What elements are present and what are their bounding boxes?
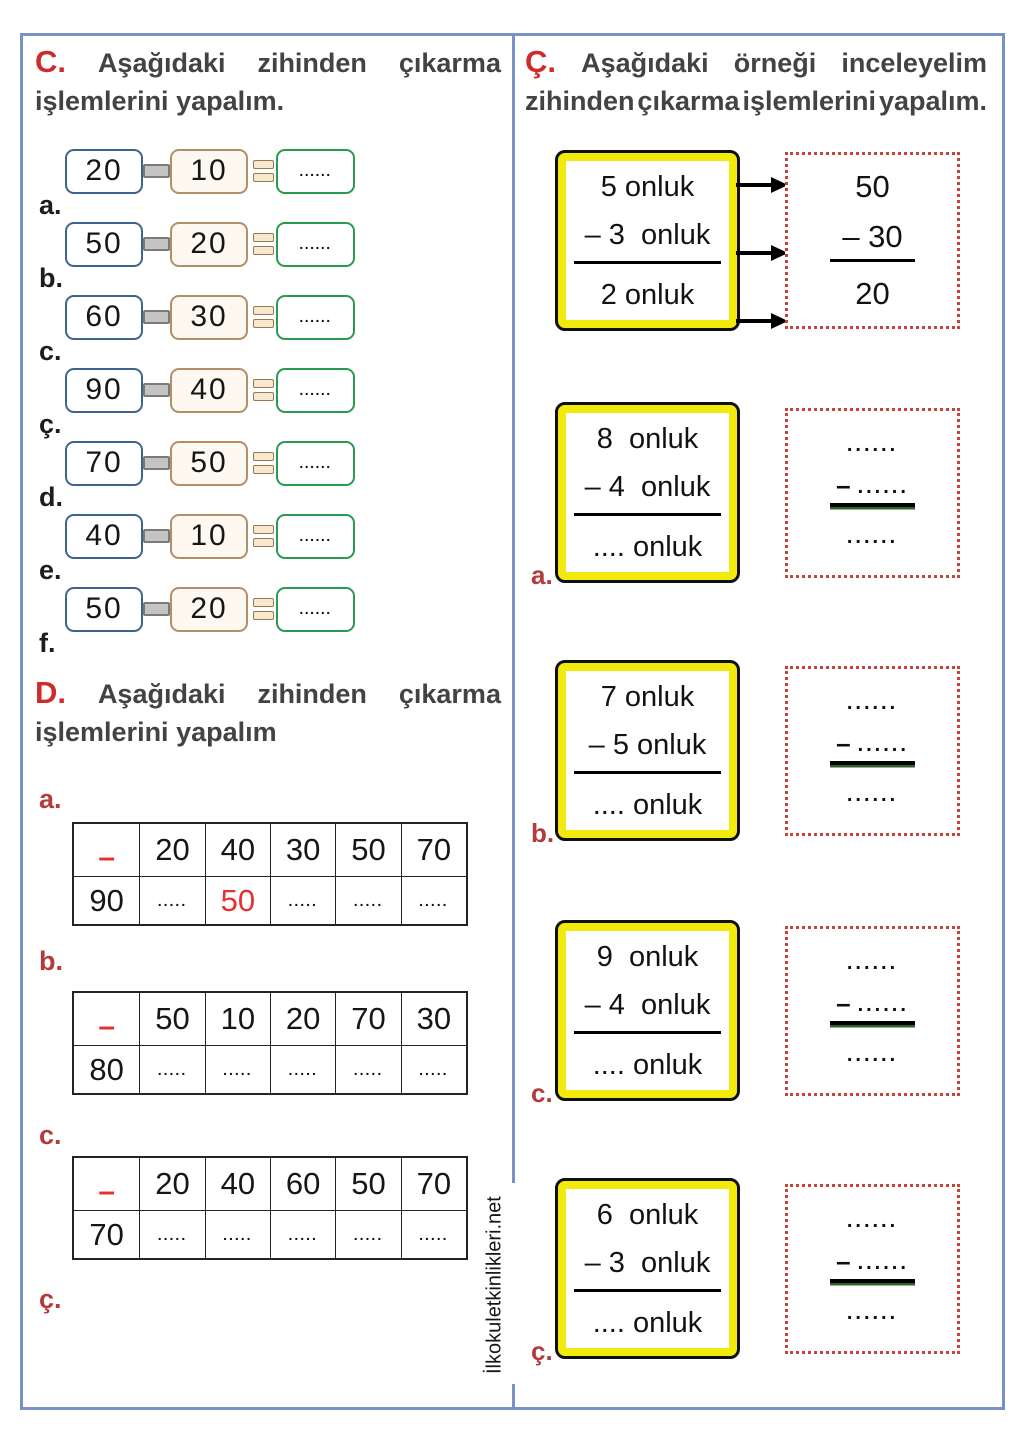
answer-cell: ..... (270, 1210, 335, 1258)
row-label-cc: ç. (39, 409, 62, 439)
minuend-value: 60 (85, 300, 123, 333)
answer-cell: ..... (335, 1045, 400, 1093)
subtraction-row-cc (65, 367, 355, 413)
problem-box-a (555, 402, 740, 583)
row-label-d: d. (39, 482, 63, 512)
answer-box (276, 441, 355, 486)
problem-line2: – 3 onluk (574, 1247, 721, 1292)
equals-connector (253, 525, 274, 547)
header-cell: 50 (335, 824, 400, 876)
title-word: zihinden (525, 86, 635, 116)
title-word: çıkarma (637, 86, 740, 116)
subtrahend-value: 10 (190, 519, 228, 552)
example-line3: 2 onluk (600, 279, 695, 311)
answer-box-a (785, 408, 960, 578)
item-label-b: b. (531, 818, 555, 848)
operator-cell (74, 824, 139, 876)
title-word: çıkarma (398, 679, 501, 709)
title-word: Aşağıdaki (97, 48, 226, 78)
answer-cell: ..... (270, 876, 335, 924)
answer-blank: ...... (299, 236, 332, 252)
answer-cell: ..... (335, 876, 400, 924)
answer-cell: ..... (205, 1045, 270, 1093)
minus-connector (143, 164, 170, 178)
row-label-e: e. (39, 555, 62, 585)
answer-box (276, 222, 355, 267)
answer-box (276, 587, 355, 632)
example-answer2: – 30 (830, 219, 914, 262)
section-q-letter: Ç. (525, 44, 556, 79)
minuend-cell: 80 (74, 1045, 139, 1093)
minuend-box (65, 514, 143, 559)
answer-blank: ...... (299, 309, 332, 325)
answer-box (276, 149, 355, 194)
problem-line1: 9 onluk (596, 941, 699, 973)
problem-line3: .... onluk (592, 1307, 703, 1339)
watermark-text: İlkokuletkinlikleri.net (483, 1196, 506, 1374)
minus-sign: – (98, 1174, 115, 1208)
minuend-cell: 70 (74, 1210, 139, 1258)
title-word: örneği (733, 48, 817, 78)
problem-line3: .... onluk (592, 789, 703, 821)
example-answer1: 50 (855, 169, 890, 204)
minuend-value: 50 (85, 227, 123, 260)
header-cell: 20 (139, 824, 204, 876)
problem-box-b (555, 660, 740, 841)
subtraction-row-d (65, 440, 355, 486)
page-border (20, 33, 1005, 1410)
minuend-value: 40 (85, 519, 123, 552)
table-label-a: a. (39, 784, 62, 814)
arrow-icon (736, 312, 788, 330)
minus-connector (143, 310, 170, 324)
answer-blank: ...... (299, 455, 332, 471)
answer-blank: ...... (857, 733, 909, 756)
subtrahend-box (170, 368, 248, 413)
minus-connector (143, 383, 170, 397)
answer-cell: ..... (139, 1045, 204, 1093)
minuend-box (65, 222, 143, 267)
minuend-value: 50 (85, 592, 123, 625)
minuend-cell: 90 (74, 876, 139, 924)
minuend-box (65, 587, 143, 632)
example-line1: 5 onluk (600, 171, 695, 203)
header-cell: 20 (139, 1158, 204, 1210)
answer-blank: ...... (846, 1301, 899, 1324)
answer-box-cc (785, 1184, 960, 1354)
arrow-icon (736, 176, 788, 194)
answer-box (276, 514, 355, 559)
subtraction-row-e (65, 513, 355, 559)
answer-cell: ..... (205, 1210, 270, 1258)
minuend-box (65, 368, 143, 413)
answer-middle-row (830, 469, 915, 508)
header-cell: 30 (270, 824, 335, 876)
header-cell: 70 (401, 1158, 466, 1210)
answer-blank: ...... (846, 1043, 899, 1066)
title-line2: işlemlerini yapalım (35, 717, 277, 747)
example-line2: – 3 onluk (574, 219, 721, 264)
subtrahend-box (170, 441, 248, 486)
answer-blank: ...... (857, 475, 909, 498)
minus-sign: – (836, 727, 851, 758)
answer-blank: ...... (846, 783, 899, 806)
subtrahend-value: 10 (190, 154, 228, 187)
equals-connector (253, 598, 274, 620)
answer-cell: ..... (401, 1045, 466, 1093)
table-label-c: c. (39, 1120, 62, 1150)
minus-sign: – (836, 1245, 851, 1276)
example-box (555, 150, 740, 331)
answer-cell: ..... (401, 1210, 466, 1258)
subtraction-table-b (72, 991, 468, 1095)
header-cell: 10 (205, 993, 270, 1045)
row-label-b: b. (39, 263, 63, 293)
section-q-title (525, 44, 987, 117)
header-cell: 50 (139, 993, 204, 1045)
subtrahend-value: 40 (190, 373, 228, 406)
answer-cell: ..... (401, 876, 466, 924)
minus-connector (143, 237, 170, 251)
minus-sign: – (836, 469, 851, 500)
answer-middle-row (830, 727, 915, 766)
problem-line1: 6 onluk (596, 1199, 699, 1231)
arrow-icon (736, 244, 788, 262)
example-answer3: 20 (855, 276, 890, 311)
answer-blank: ...... (846, 1210, 899, 1232)
header-cell: 70 (335, 993, 400, 1045)
minus-connector (143, 602, 170, 616)
subtraction-table-a (72, 822, 468, 926)
minuend-box (65, 295, 143, 340)
minus-sign: – (836, 987, 851, 1018)
row-label-a: a. (39, 190, 62, 220)
title-word: zihinden (257, 679, 367, 709)
header-cell: 20 (270, 993, 335, 1045)
answer-cell: ..... (139, 1210, 204, 1258)
subtrahend-box (170, 295, 248, 340)
title-word: Aşağıdaki (581, 48, 709, 78)
header-cell: 70 (401, 824, 466, 876)
example-answer-box (785, 152, 960, 329)
subtraction-row-a (65, 148, 355, 194)
header-cell: 30 (401, 993, 466, 1045)
title-word: çıkarma (398, 48, 501, 78)
minuend-value: 70 (85, 446, 123, 479)
title-line2: işlemlerini yapalım. (35, 86, 285, 116)
header-cell: 50 (335, 1158, 400, 1210)
subtraction-row-b (65, 221, 355, 267)
answer-blank: ...... (857, 1251, 909, 1274)
subtrahend-box (170, 149, 248, 194)
header-cell: 40 (205, 1158, 270, 1210)
minus-sign: – (98, 1009, 115, 1043)
operator-cell (74, 993, 139, 1045)
answer-box (276, 368, 355, 413)
minus-connector (143, 529, 170, 543)
section-d-letter: D. (35, 675, 66, 710)
answer-cell: ..... (270, 1045, 335, 1093)
answer-blank: ...... (846, 692, 899, 714)
item-label-c: c. (531, 1078, 553, 1108)
subtrahend-box (170, 514, 248, 559)
item-label-a: a. (531, 560, 553, 590)
subtraction-row-f (65, 586, 355, 632)
title-word: Aşağıdaki (97, 679, 226, 709)
subtraction-table-c (72, 1156, 468, 1260)
equals-connector (253, 452, 274, 474)
answer-box-b (785, 666, 960, 836)
answer-blank: ...... (846, 952, 899, 974)
equals-connector (253, 306, 274, 328)
equals-connector (253, 160, 274, 182)
problem-line2: – 4 onluk (574, 471, 721, 516)
problem-line1: 7 onluk (600, 681, 695, 713)
answer-cell: ..... (335, 1210, 400, 1258)
answer-box-c (785, 926, 960, 1096)
answer-blank: ...... (299, 601, 332, 617)
answer-blank: ...... (857, 993, 909, 1016)
minuend-value: 90 (85, 373, 123, 406)
answer-middle-row (830, 1245, 915, 1284)
problem-line1: 8 onluk (596, 423, 699, 455)
subtrahend-value: 50 (190, 446, 228, 479)
problem-line3: .... onluk (592, 531, 703, 563)
header-cell: 40 (205, 824, 270, 876)
problem-box-c (555, 920, 740, 1101)
subtrahend-box (170, 587, 248, 632)
problem-line3: .... onluk (592, 1049, 703, 1081)
answer-middle-row (830, 987, 915, 1026)
row-label-c: c. (39, 336, 62, 366)
subtrahend-value: 20 (190, 592, 228, 625)
answer-cell-filled: 50 (205, 876, 270, 924)
operator-cell (74, 1158, 139, 1210)
answer-blank: ...... (299, 163, 332, 179)
minuend-box (65, 149, 143, 194)
answer-blank: ...... (846, 525, 899, 548)
title-word: yapalım. (878, 86, 987, 116)
subtrahend-value: 30 (190, 300, 228, 333)
section-q-panel (515, 36, 1002, 1407)
title-word: inceleyelim (841, 48, 987, 78)
answer-cell: ..... (139, 876, 204, 924)
section-c-title (35, 44, 501, 117)
table-label-cc: ç. (39, 1284, 62, 1314)
answer-blank: ...... (299, 382, 332, 398)
item-label-cc: ç. (531, 1336, 553, 1366)
answer-blank: ...... (846, 434, 899, 456)
equals-connector (253, 233, 274, 255)
problem-line2: – 4 onluk (574, 989, 721, 1034)
equals-connector (253, 379, 274, 401)
subtrahend-box (170, 222, 248, 267)
answer-blank: ...... (299, 528, 332, 544)
table-label-b: b. (39, 946, 63, 976)
subtrahend-value: 20 (190, 227, 228, 260)
minus-sign: – (98, 840, 115, 874)
minuend-value: 20 (85, 154, 123, 187)
minuend-box (65, 441, 143, 486)
section-d-title (35, 675, 501, 748)
title-word: zihinden (257, 48, 367, 78)
problem-line2: – 5 onluk (574, 729, 721, 774)
problem-box-cc (555, 1178, 740, 1359)
section-c-letter: C. (35, 44, 66, 79)
header-cell: 60 (270, 1158, 335, 1210)
title-word: işlemlerini (742, 86, 877, 116)
subtraction-row-c (65, 294, 355, 340)
answer-box (276, 295, 355, 340)
minus-connector (143, 456, 170, 470)
row-label-f: f. (39, 628, 56, 658)
